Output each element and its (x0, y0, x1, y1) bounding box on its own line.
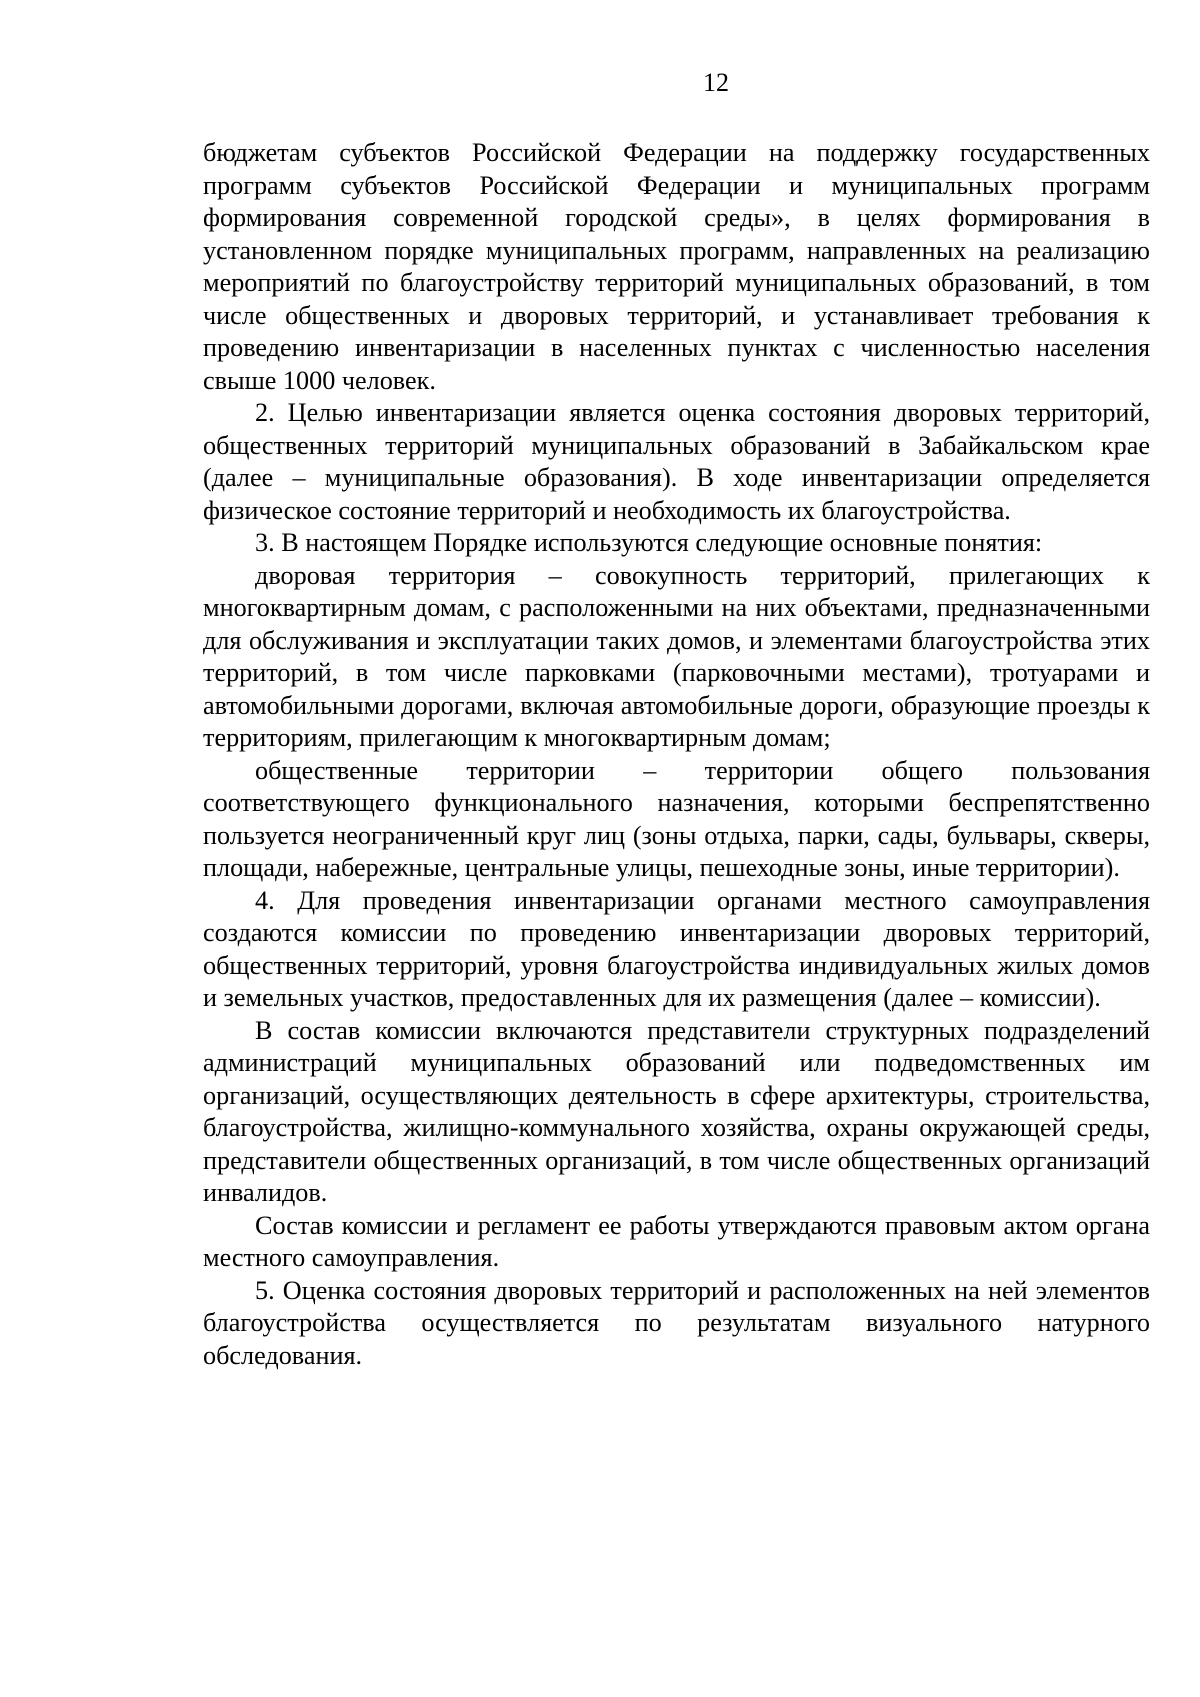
paragraph-item-4: 4. Для проведения инвентаризации органами местного самоуправления создаются комиссии по проведению инвентаризации дворовых территорий, общественных территорий, уровня благоустройства индивидуальных жилых домов и земельных участков, предоставленных для их размещения (далее – комиссии). (203, 885, 1150, 1012)
paragraph-continuation: бюджетам субъектов Российской Федерации на поддержку государственных программ субъектов Российской Федерации и муниципальных программ формирования современной городской среды», в целях формирования в установленном порядке муниципальных программ, направленных на реализацию мероприятий по благоустройству территорий муниципальных образований, в том числе общественных и дворовых территорий, и устанавливает требования к проведению инвентаризации в населенных пунктах с численностью населения свыше 1000 человек. (203, 138, 1150, 395)
paragraph-item-5: 5. Оценка состояния дворовых территорий и расположенных на ней элементов благоустройства осуществляется по результатам визуального натурного обследования. (203, 1275, 1150, 1370)
paragraph-definition-public: общественные территории – территории общего пользования соответствующего функционального назначения, которыми беспрепятственно пользуется неограниченный круг лиц (зоны отдыха, парки, сады, бульвары, скверы, площади, набережные, центральные улицы, пешеходные зоны, иные территории). (203, 755, 1150, 882)
page-number: 12 (703, 68, 729, 97)
paragraph-item-2: 2. Целью инвентаризации является оценка состояния дворовых территорий, общественных территорий муниципальных образований в Забайкальском крае (далее – муниципальные образования). В ходе инвентаризации определяется физическое состояние территорий и необходимость их благоустройства. (203, 398, 1150, 525)
document-body (203, 137, 1150, 1372)
paragraph-definition-courtyard: дворовая территория – совокупность территорий, прилегающих к многоквартирным домам, с расположенными на них объектами, предназначенными для обслуживания и эксплуатации таких домов, и элементами благоустройства этих территорий, в том числе парковками (парковочными местами), тротуарами и автомобильными дорогами, включая автомобильные дороги, образующие проезды к территориям, прилегающим к многоквартирным домам; (203, 560, 1150, 752)
paragraph-commission-composition: В состав комиссии включаются представители структурных подразделений администраций муниципальных образований или подведомственных им организаций, осуществляющих деятельность в сфере архитектуры, строительства, благоустройства, жилищно-коммунального хозяйства, охраны окружающей среды, представители общественных организаций, в том числе общественных организаций инвалидов. (203, 1015, 1150, 1207)
paragraph-item-3: 3. В настоящем Порядке используются следующие основные понятия: (255, 528, 1043, 557)
paragraph-commission-regulation: Состав комиссии и регламент ее работы утверждаются правовым актом органа местного самоуправления. (203, 1210, 1150, 1272)
